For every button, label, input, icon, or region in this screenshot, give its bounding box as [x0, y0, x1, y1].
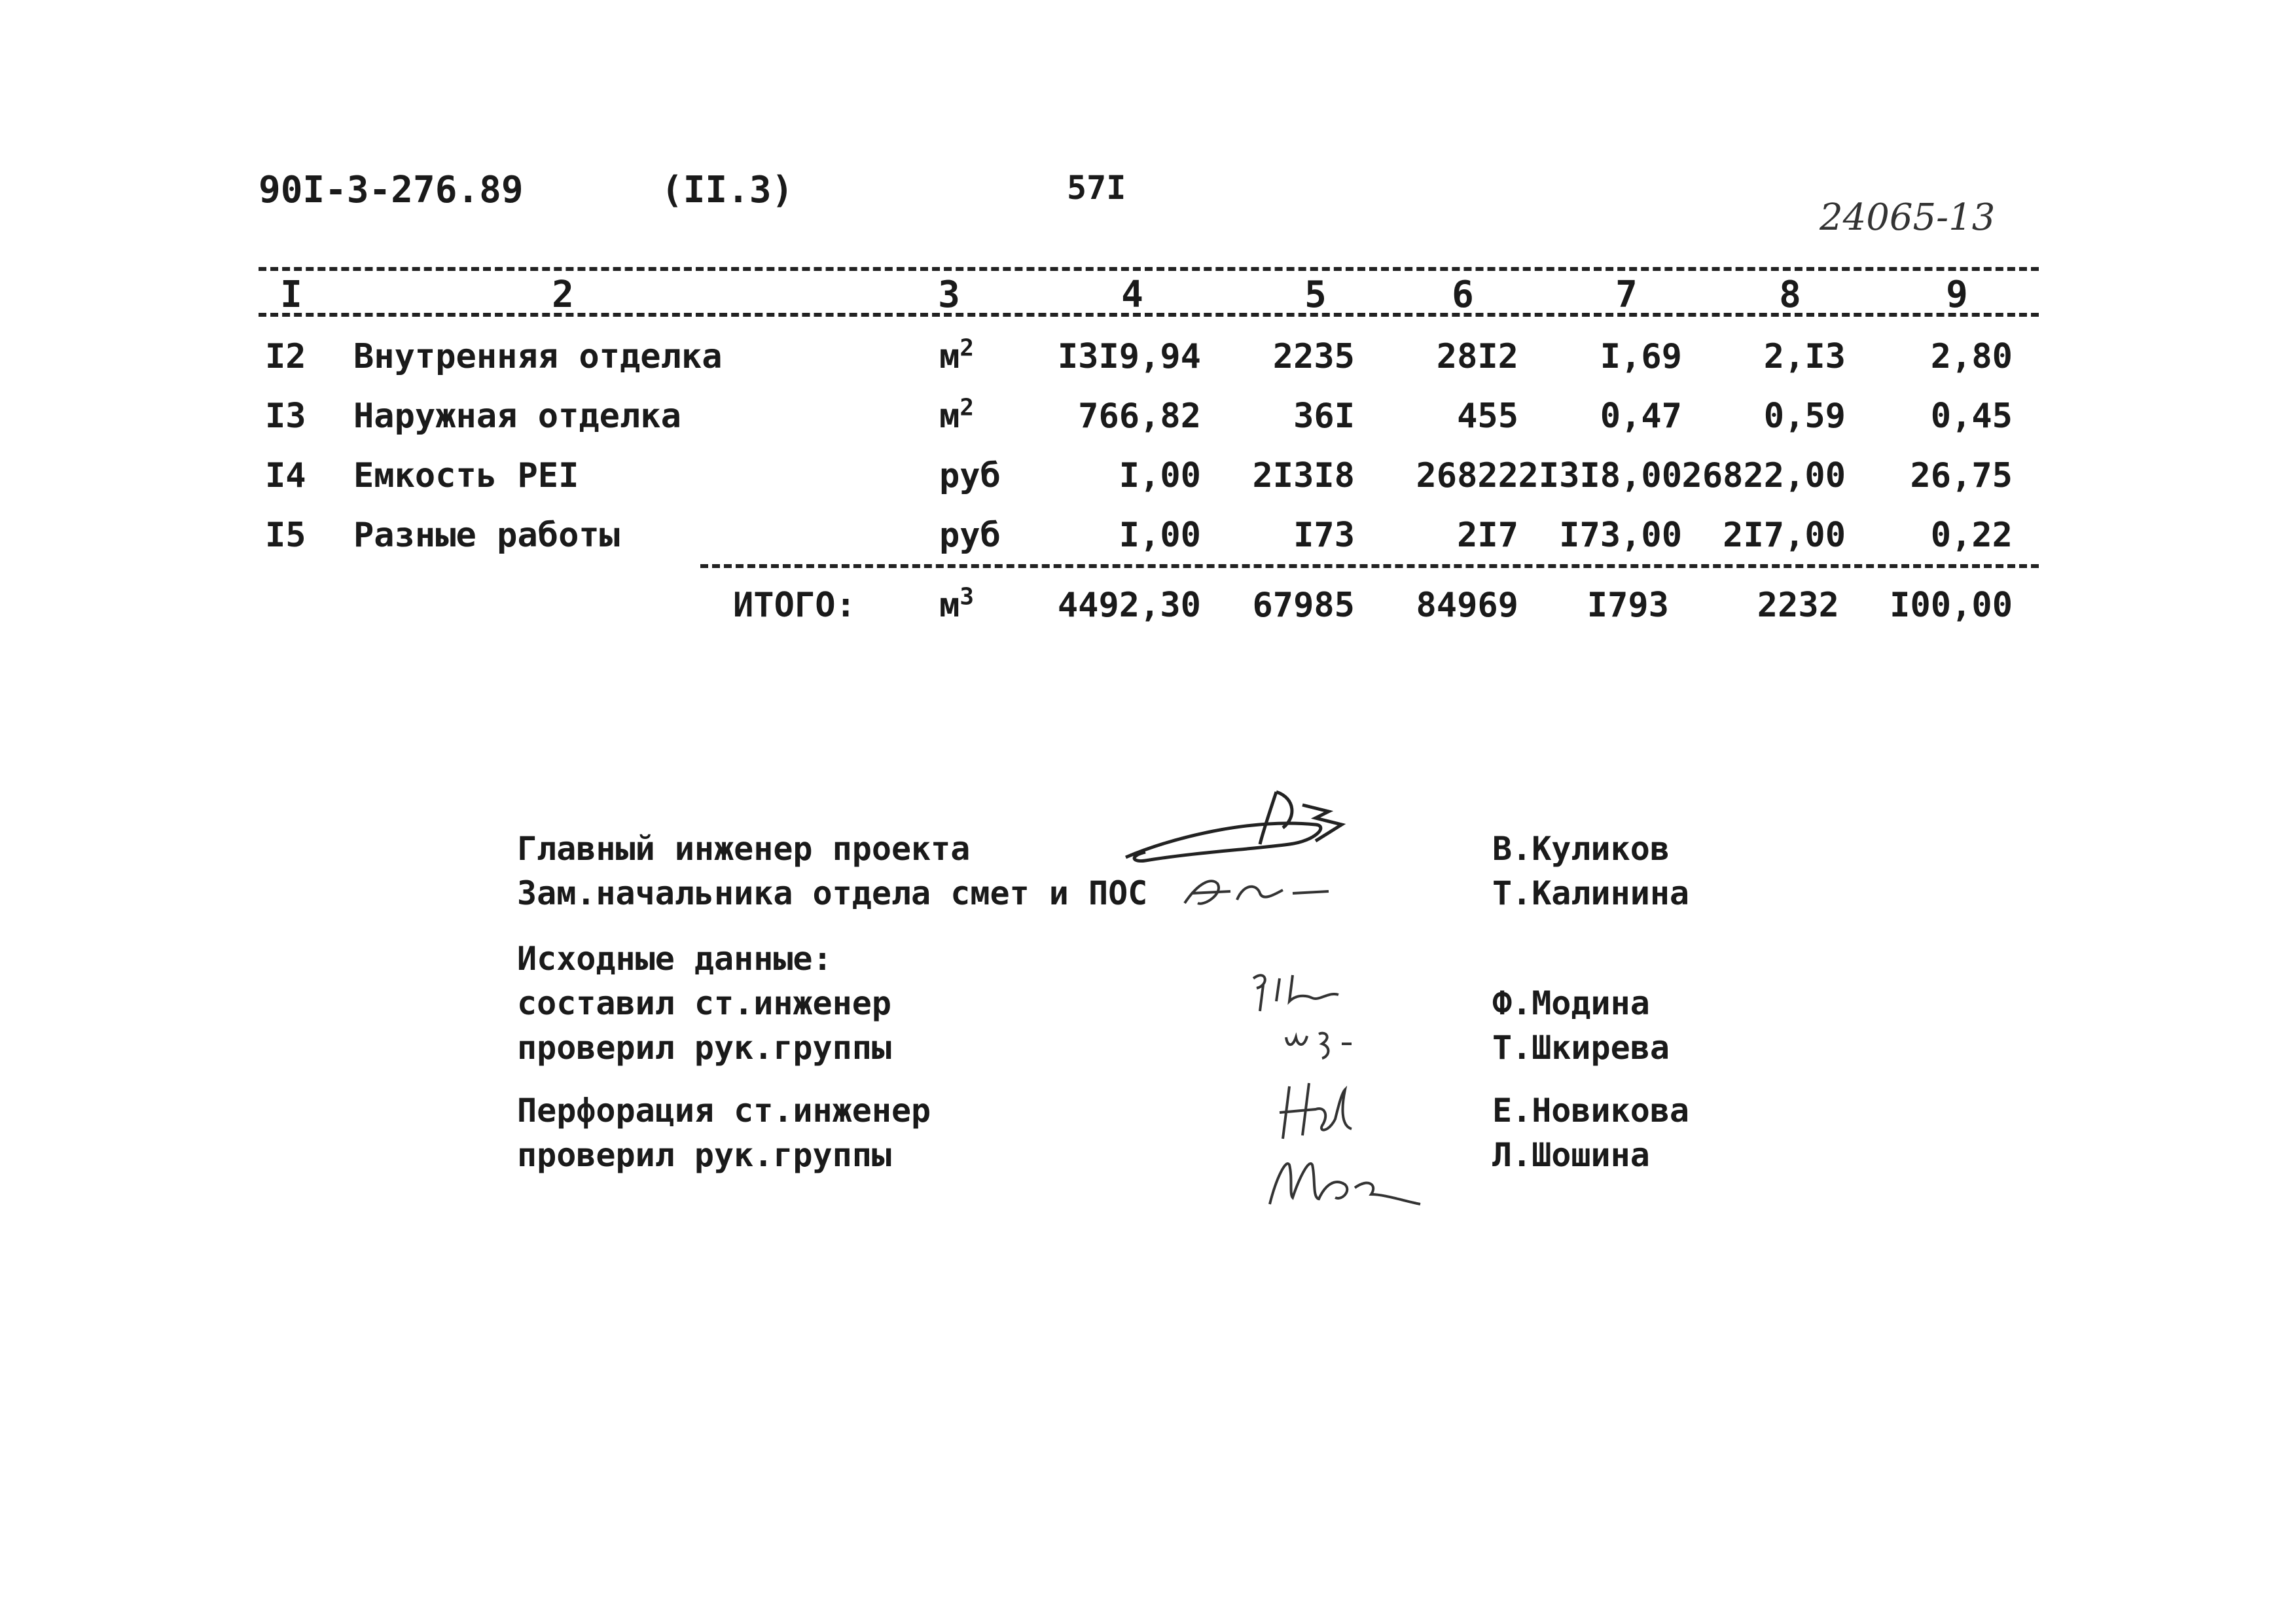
row-value-9: 0,22 — [1930, 516, 2013, 555]
perforation-title: Перфорация ст.инженер — [517, 1092, 931, 1130]
section-number: (II.3) — [661, 169, 794, 211]
total-rule — [700, 564, 2039, 568]
column-number: 6 — [1452, 274, 1474, 316]
table-header-rule — [259, 313, 2039, 317]
row-value-9: 26,75 — [1910, 456, 2013, 495]
row-value-4: I3I9,94 — [1057, 337, 1201, 376]
column-number: 2 — [552, 274, 574, 316]
row-value-4: 766,82 — [1078, 397, 1201, 436]
row-unit: руб — [939, 456, 1001, 495]
perforation-signatures — [1263, 1080, 1433, 1211]
row-value-9: 0,45 — [1930, 397, 2013, 436]
total-value-4: 4492,30 — [1057, 586, 1201, 625]
row-value-5: 2235 — [1272, 337, 1355, 376]
row-number: I3 — [265, 397, 306, 436]
column-number: 8 — [1779, 274, 1801, 316]
row-name: Наружная отделка — [353, 397, 681, 436]
total-unit: $м^3$ — [939, 583, 974, 625]
total-value-7: I793 — [1587, 586, 1669, 625]
page-number: 57I — [1067, 169, 1126, 207]
checked-by-signature — [1280, 1018, 1365, 1063]
row-value-4: I,00 — [1119, 456, 1201, 495]
row-value-8: 2I7,00 — [1723, 516, 1846, 555]
chief-engineer-name: В.Куликов — [1492, 830, 1670, 868]
row-value-7: 0,47 — [1600, 397, 1682, 436]
row-number: I2 — [265, 337, 306, 376]
perforation-checked-name: Л.Шошина — [1492, 1136, 1650, 1174]
row-value-5: 36I — [1293, 397, 1355, 436]
row-value-6: 26822 — [1416, 456, 1518, 495]
row-value-8: 26822,00 — [1681, 456, 1846, 495]
column-number: 5 — [1304, 274, 1327, 316]
row-unit: $м^2$ — [939, 334, 974, 376]
row-value-4: I,00 — [1119, 516, 1201, 555]
perforation-name: Е.Новикова — [1492, 1092, 1690, 1130]
checked-by-title: проверил рук.группы — [517, 1029, 891, 1067]
row-value-7: I73,00 — [1559, 516, 1682, 555]
row-unit: руб — [939, 516, 1001, 555]
total-label: ИТОГО: — [733, 586, 856, 625]
total-value-5: 67985 — [1252, 586, 1355, 625]
row-value-8: 0,59 — [1763, 397, 1846, 436]
row-value-6: 2I7 — [1457, 516, 1518, 555]
document-code: 90I-3-276.89 — [259, 169, 524, 211]
column-number: 9 — [1946, 274, 1968, 316]
row-name: Емкость РЕI — [353, 456, 579, 495]
archive-number: 24065-13 — [1820, 196, 1996, 239]
row-value-7: I,69 — [1600, 337, 1682, 376]
total-value-6: 84969 — [1416, 586, 1518, 625]
row-number: I5 — [265, 516, 306, 555]
table-row — [0, 456, 2296, 515]
chief-engineer-title: Главный инженер проекта — [517, 830, 971, 868]
deputy-head-title: Зам.начальника отдела смет и ПОС — [517, 874, 1148, 912]
column-number: 4 — [1121, 274, 1143, 316]
deputy-head-name: Т.Калинина — [1492, 874, 1690, 912]
compiled-by-signature — [1247, 965, 1378, 1018]
table-row — [0, 394, 2296, 455]
row-value-7: 2I3I8,00 — [1518, 456, 1682, 495]
total-row — [0, 583, 2296, 645]
column-number: I — [280, 274, 302, 316]
row-value-6: 455 — [1457, 397, 1518, 436]
compiled-by-name: Ф.Модина — [1492, 984, 1650, 1022]
table-row — [0, 334, 2296, 396]
column-number: 3 — [938, 274, 960, 316]
checked-by-name: Т.Шкирева — [1492, 1029, 1670, 1067]
row-name: Разные работы — [353, 516, 620, 555]
row-value-6: 28I2 — [1436, 337, 1518, 376]
row-number: I4 — [265, 456, 306, 495]
deputy-head-signature — [1178, 864, 1348, 916]
column-number: 7 — [1615, 274, 1638, 316]
total-value-8: 2232 — [1757, 586, 1839, 625]
perforation-checked-title: проверил рук.группы — [517, 1136, 891, 1174]
total-value-9: I00,00 — [1890, 586, 2013, 625]
row-unit: $м^2$ — [939, 394, 974, 436]
source-data-heading: Исходные данные: — [517, 940, 833, 978]
compiled-by-title: составил ст.инженер — [517, 984, 891, 1022]
row-name: Внутренняя отделка — [353, 337, 723, 376]
row-value-9: 2,80 — [1930, 337, 2013, 376]
row-value-5: I73 — [1293, 516, 1355, 555]
row-value-5: 2I3I8 — [1252, 456, 1355, 495]
table-top-rule — [259, 267, 2039, 271]
row-value-8: 2,I3 — [1763, 337, 1846, 376]
